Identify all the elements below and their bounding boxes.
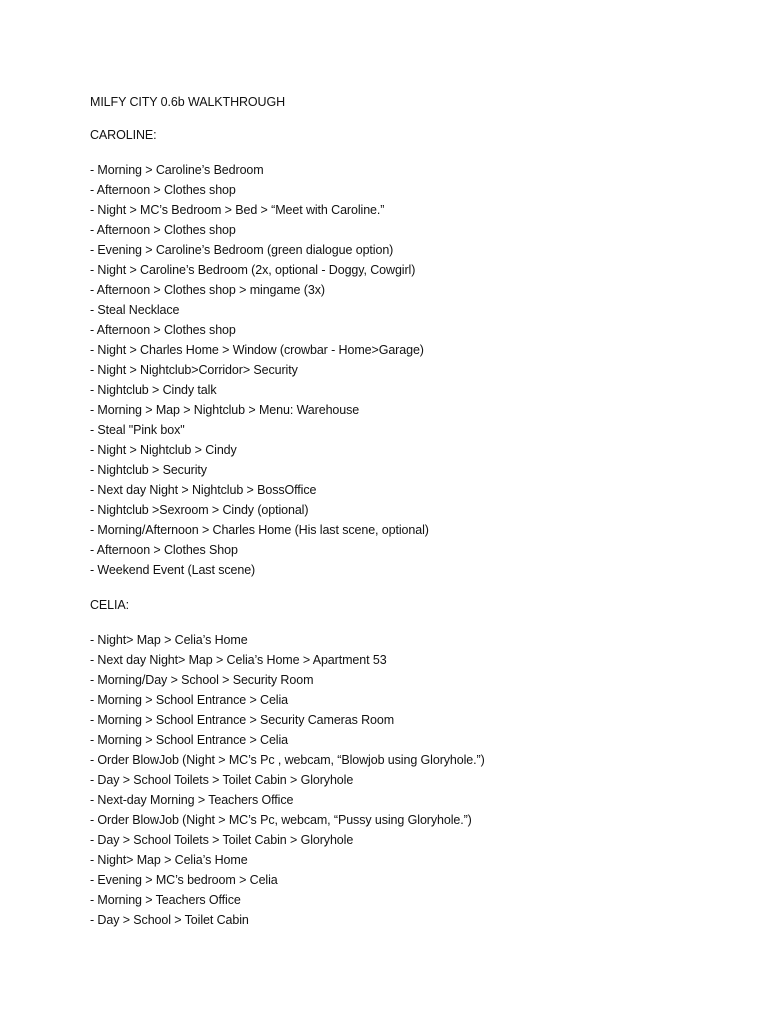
list-item: - Morning > Teachers Office	[90, 893, 241, 907]
list-item: - Afternoon > Clothes shop > mingame (3x)	[90, 283, 325, 297]
list-item: - Order BlowJob (Night > MC’s Pc , webcam, “Blowjob using Gloryhole.”)	[90, 753, 485, 767]
list-item: - Morning > School Entrance > Security Cameras Room	[90, 713, 395, 727]
spacer	[90, 580, 730, 597]
list-item: - Day > School > Toilet Cabin	[90, 913, 249, 927]
list-item: - Night > Nightclub>Corridor> Security	[90, 363, 298, 377]
list-item: - Day > School Toilets > Toilet Cabin > Gloryhole	[90, 833, 354, 847]
spacer	[90, 110, 730, 127]
list-item: - Morning > Map > Nightclub > Menu: Warehouse	[90, 403, 360, 417]
list-item: - Day > School Toilets > Toilet Cabin > Gloryhole	[90, 773, 354, 787]
list-item: - Weekend Event (Last scene)	[90, 563, 256, 577]
list-item: - Steal "Pink box"	[90, 423, 185, 437]
list-item: - Night > Caroline’s Bedroom (2x, optional - Doggy, Cowgirl)	[90, 263, 416, 277]
section-heading-caroline: CAROLINE:	[90, 128, 157, 142]
spacer	[90, 143, 730, 160]
list-item: - Afternoon > Clothes shop	[90, 223, 236, 237]
list-item: - Morning > Caroline’s Bedroom	[90, 163, 264, 177]
caroline-step-list	[90, 160, 730, 580]
list-item: - Morning/Day > School > Security Room	[90, 673, 314, 687]
list-item: - Night> Map > Celia’s Home	[90, 633, 248, 647]
list-item: - Night > Charles Home > Window (crowbar - Home>Garage)	[90, 343, 424, 357]
list-item: - Next day Night > Nightclub > BossOffice	[90, 483, 317, 497]
document-title: MILFY CITY 0.6b WALKTHROUGH	[90, 95, 286, 109]
list-item: - Nightclub > Cindy talk	[90, 383, 217, 397]
list-item: - Night > MC’s Bedroom > Bed > “Meet with Caroline.”	[90, 203, 385, 217]
document-body	[90, 94, 730, 930]
list-item: - Night> Map > Celia’s Home	[90, 853, 248, 867]
list-item: - Afternoon > Clothes shop	[90, 323, 236, 337]
list-item: - Nightclub > Security	[90, 463, 207, 477]
list-item: - Afternoon > Clothes shop	[90, 183, 236, 197]
celia-step-list	[90, 630, 730, 930]
list-item: - Order BlowJob (Night > MC’s Pc, webcam, “Pussy using Gloryhole.”)	[90, 813, 472, 827]
spacer	[90, 613, 730, 630]
list-item: - Afternoon > Clothes Shop	[90, 543, 238, 557]
list-item: - Night > Nightclub > Cindy	[90, 443, 237, 457]
list-item: - Morning > School Entrance > Celia	[90, 733, 288, 747]
list-item: - Next day Night> Map > Celia’s Home > Apartment 53	[90, 653, 387, 667]
list-item: - Evening > MC’s bedroom > Celia	[90, 873, 278, 887]
list-item: - Morning/Afternoon > Charles Home (His last scene, optional)	[90, 523, 429, 537]
list-item: - Morning > School Entrance > Celia	[90, 693, 288, 707]
list-item: - Next-day Morning > Teachers Office	[90, 793, 294, 807]
section-heading-celia: CELIA:	[90, 598, 129, 612]
list-item: - Steal Necklace	[90, 303, 180, 317]
list-item: - Nightclub >Sexroom > Cindy (optional)	[90, 503, 309, 517]
list-item: - Evening > Caroline’s Bedroom (green dialogue option)	[90, 243, 394, 257]
